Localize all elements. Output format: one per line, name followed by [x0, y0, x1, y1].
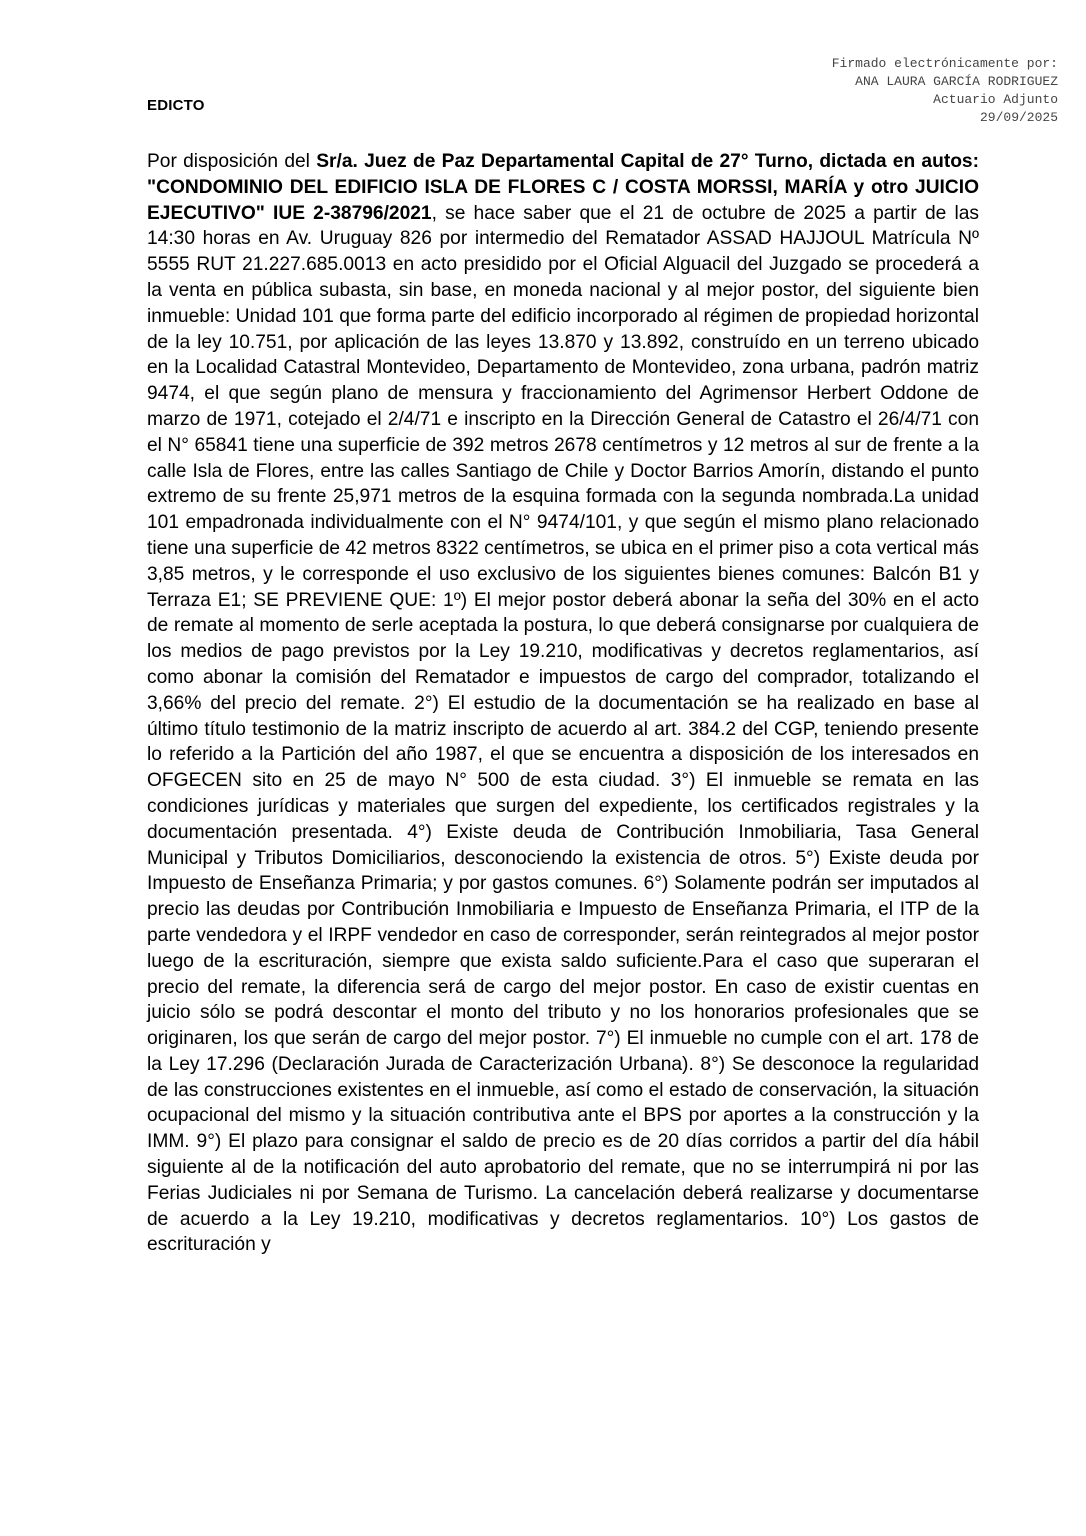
edict-body [147, 149, 979, 1258]
document-title: EDICTO [147, 97, 205, 114]
electronic-signature [738, 55, 1058, 127]
signature-date: 29/09/2025 [979, 110, 1058, 125]
signature-label: Firmado electrónicamente por: [831, 56, 1058, 71]
edict-text: , se hace saber que el 21 de octubre de 2025 a partir de las 14:30 horas en Av. Uruguay 826 por intermedio del Rematador ASSAD HAJJOUL Matrícula Nº 5555 RUT 21.227.685.0013 en acto presidido por el Oficial Alguacil del Juzgado se procederá a la venta en pública subasta, sin base, en moneda nacional y al mejor postor, del siguiente bien inmueble: Unidad 101 que forma parte del edificio incorporado al régimen de propiedad horizontal de la ley 10.751, por aplicación de las leyes 13.870 y 13.892, construído en un terreno ubicado en la Localidad Catastral Montevideo, Departamento de Montevideo, zona urbana, padrón matriz 9474, el que según plano de mensura y fraccionamiento del Agrimensor Herbert Oddone de marzo de 1971, cotejado el 2/4/71 e inscripto en la Dirección General de Catastro el 26/4/71 con el N° 65841 tiene una superficie de 392 metros 2678 centímetros y 12 metros al sur de frente a la calle Isla de Flores, entre las calles Santiago de Chile y Doctor Barrios Amorín, distando el punto extremo de su frente 25,971 metros de la esquina formada con la segunda nombrada.La unidad 101 empadronada individualmente con el N° 9474/101, y que según el mismo plano relacionado tiene una superficie de 42 metros 8322 centímetros, se ubica en el primer piso a cota vertical más 3,85 metros, y le corresponde el uso exclusivo de los siguientes bienes comunes: Balcón B1 y Terraza E1; SE PREVIENE QUE: 1º) El mejor postor deberá abonar la seña del 30% en el acto de remate al momento de serle aceptada la postura, lo que deberá consignarse por cualquiera de los medios de pago previstos por la Ley 19.210, modificativas y decretos reglamentarios, así como abonar la comisión del Rematador e impuestos de cargo del comprador, totalizando el 3,66% del precio del remate. 2°) El estudio de la documentación se ha realizado en base al último título testimonio de la matriz inscripto de acuerdo al art. 384.2 del CGP, teniendo presente lo referido a la Partición del año 1987, el que se encuentra a disposición de los interesados en OFGECEN sito en 25 de mayo N° 500 de esta ciudad. 3°) El inmueble se remata en las condiciones jurídicas y materiales que surgen del expediente, los certificados registrales y la documentación presentada. 4°) Existe deuda de Contribución Inmobiliaria, Tasa General Municipal y Tributos Domiciliarios, desconociendo la existencia de otros. 5°) Existe deuda por Impuesto de Enseñanza Primaria; y por gastos comunes. 6°) Solamente podrán ser imputados al precio las deudas por Contribución Inmobiliaria e Impuesto de Enseñanza Primaria, el ITP de la parte vendedora y el IRPF vendedor en caso de corresponder, serán reintegrados al mejor postor luego de la escrituración, siempre que exista saldo suficiente.Para el caso que superaran el precio del remate, la diferencia será de cargo del mejor postor. En caso de existir cuentas en juicio sólo se podrá descontar el monto del tributo y no los honorarios profesionales que se originaren, los que serán de cargo del mejor postor. 7°) El inmueble no cumple con el art. 178 de la Ley 17.296 (Declaración Jurada de Caracterización Urbana). 8°) Se desconoce la regularidad de las construcciones existentes en el inmueble, así como el estado de conservación, la situación ocupacional del mismo y la situación contributiva ante el BPS por aportes a la construcción y la IMM. 9°) El plazo para consignar el saldo de precio es de 20 días corridos a partir del día hábil siguiente al de la notificación del auto aprobatorio del remate, que no se interrumpirá ni por las Ferias Judiciales ni por Semana de Turismo. La cancelación deberá realizarse y documentarse de acuerdo a la Ley 19.210, modificativas y decretos reglamentarios. 10°) Los gastos de escrituración y [147, 202, 980, 1256]
edict-case-caption: Sr/a. Juez de Paz Departamental Capital de 27° Turno, dictada en autos: "CONDOMINIO DEL EDIFICIO ISLA DE FLORES C / COSTA MORSSI, MARÍA y otro JUICIO EJECUTIVO" IUE 2-38796/2021 [147, 151, 979, 224]
signer-name: ANA LAURA GARCÍA RODRIGUEZ [855, 74, 1058, 89]
edict-intro: Por disposición del [147, 151, 317, 172]
signer-role: Actuario Adjunto [933, 92, 1058, 107]
